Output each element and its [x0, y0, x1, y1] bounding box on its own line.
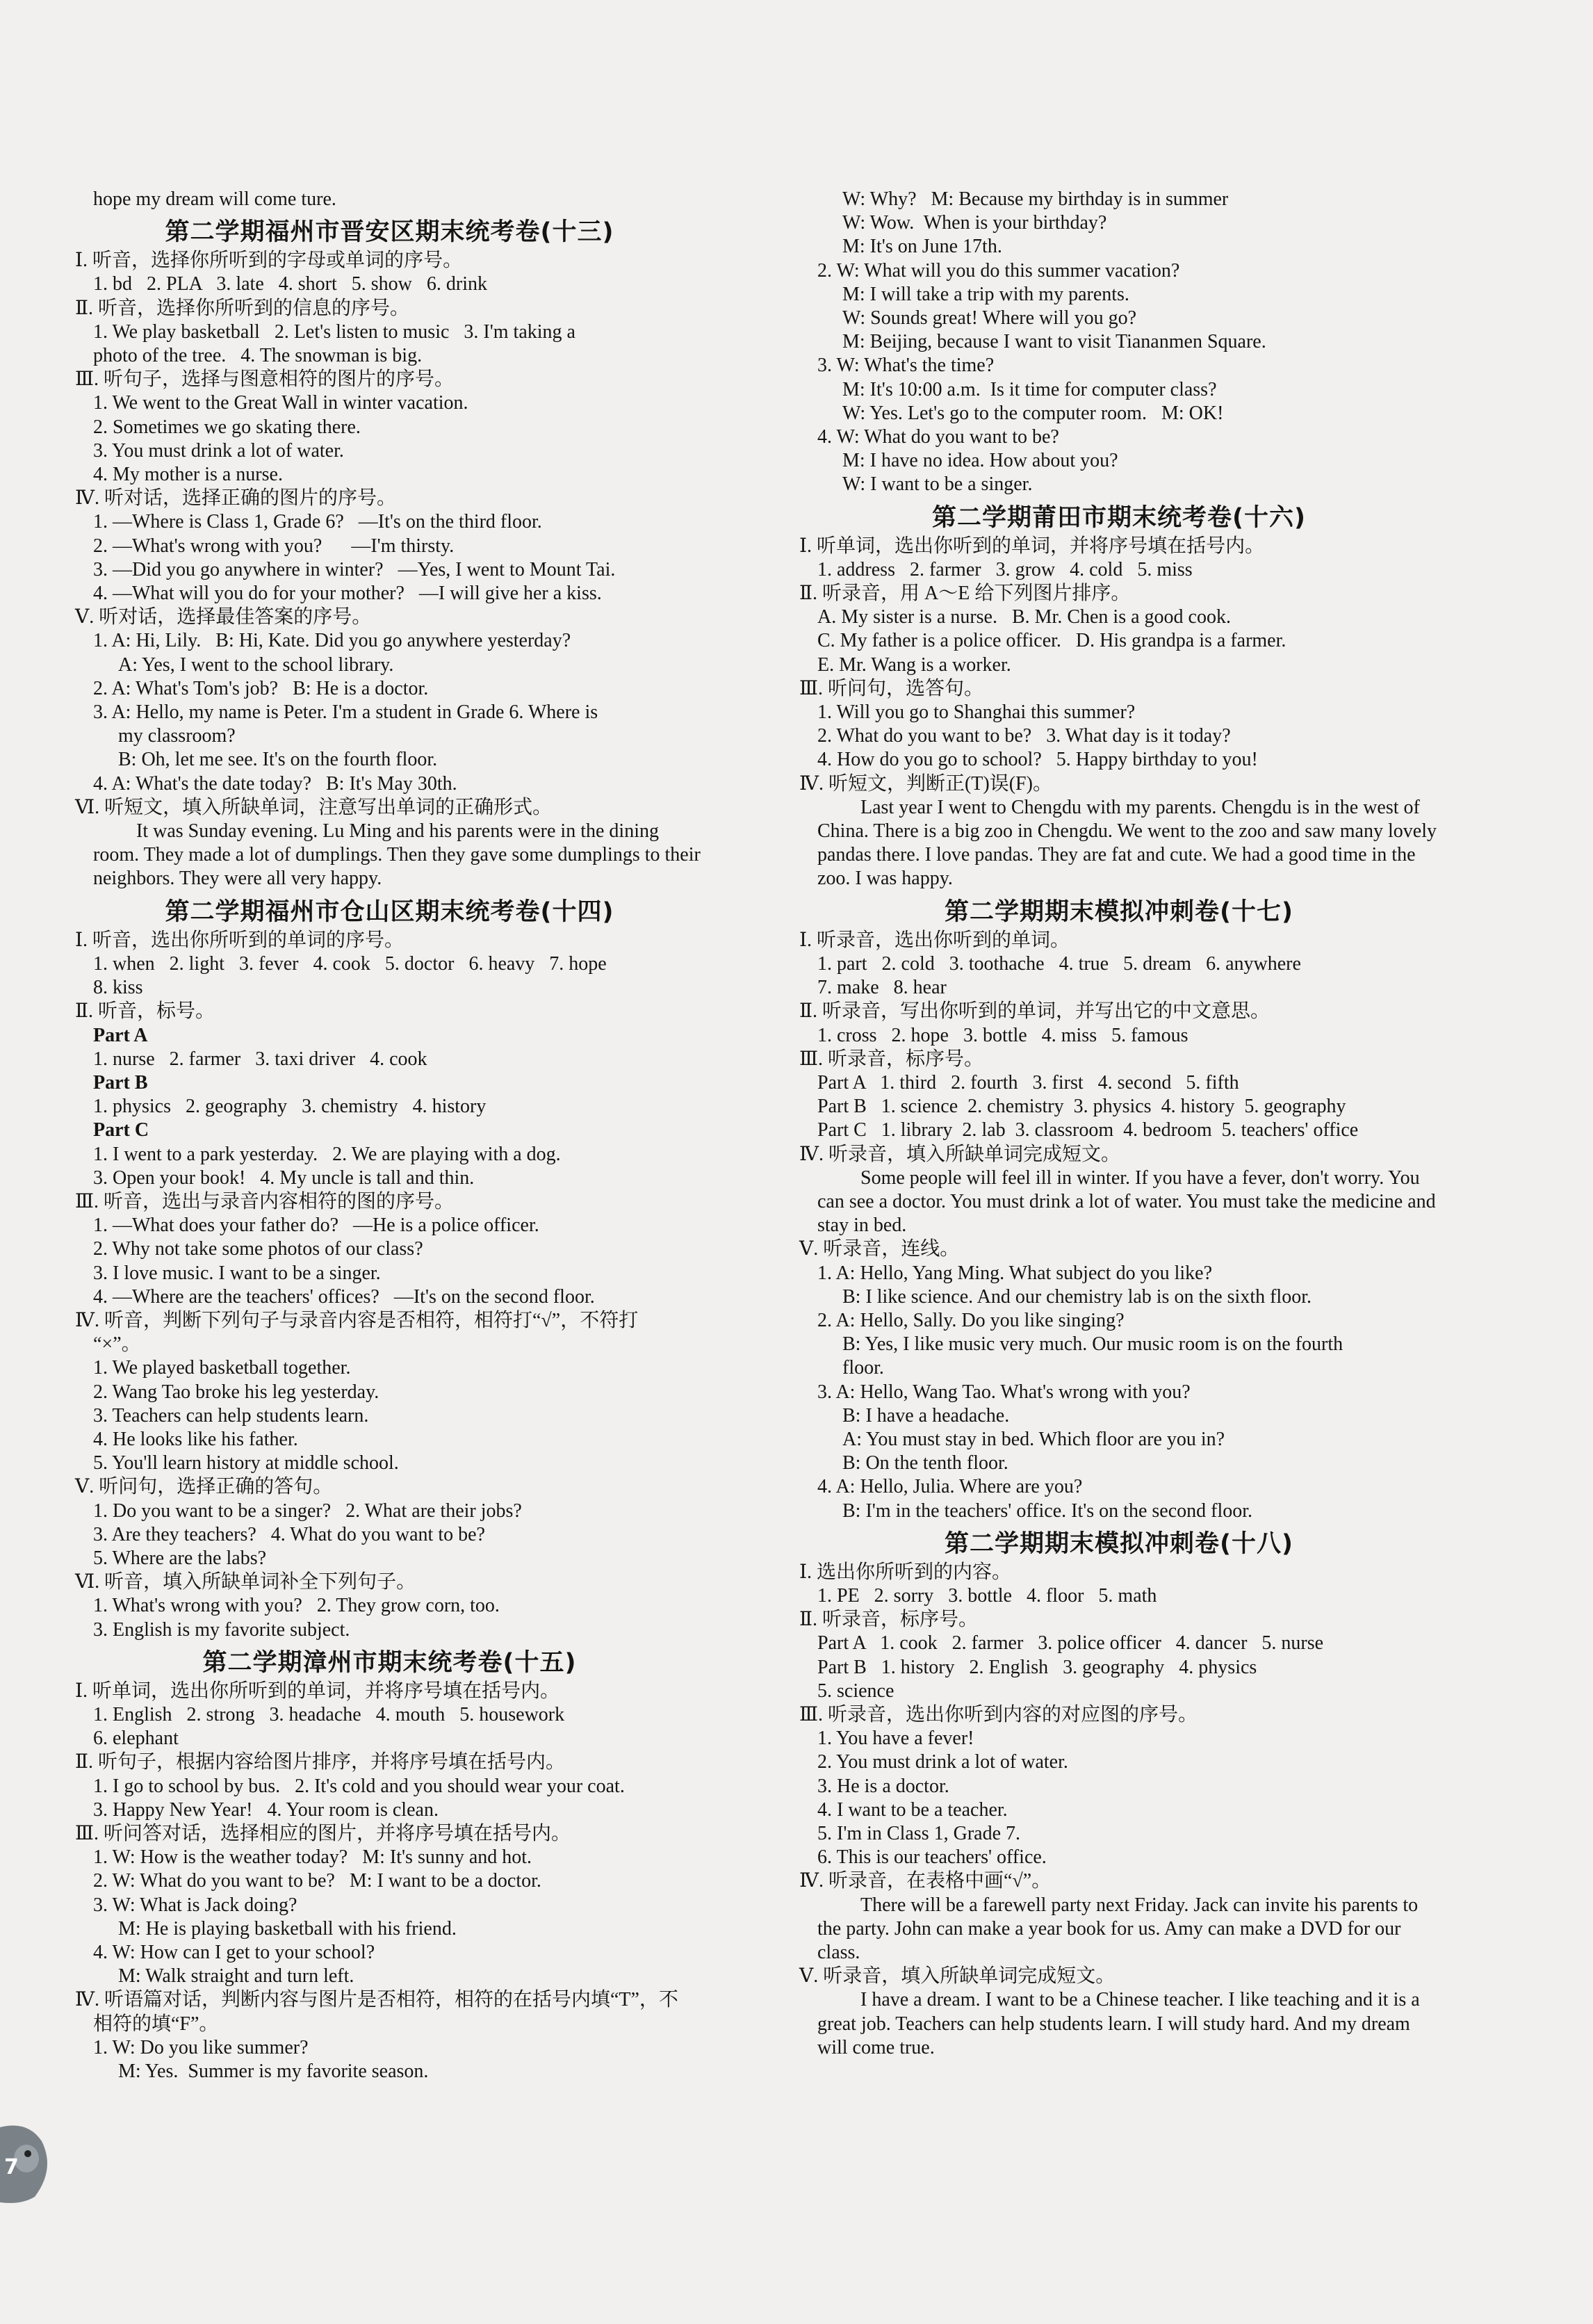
- answer-line: M: I have no idea. How about you?: [842, 450, 1118, 472]
- answer-line: 1. I went to a park yesterday. 2. We are playing with a dog.: [93, 1143, 561, 1165]
- answer-line: 1. A: Hello, Yang Ming. What subject do you like?: [817, 1262, 1212, 1284]
- answer-line: 1. Will you go to Shanghai this summer?: [817, 701, 1136, 724]
- answer-line: 4. He looks like his father.: [93, 1428, 298, 1450]
- answer-line: Part C: [93, 1119, 149, 1141]
- answer-line: 4. —Where are the teachers' offices? —It's on the second floor.: [93, 1285, 595, 1308]
- answer-line: M: It's on June 17th.: [842, 236, 1002, 258]
- question-heading: Ⅲ. 听问答对话，选择相应的图片，并将序号填在括号内。: [75, 1823, 571, 1844]
- answer-line: W: Sounds great! Where will you go?: [842, 307, 1137, 330]
- question-heading: Ⅵ. 听音，填入所缺单词补全下列句子。: [75, 1571, 416, 1593]
- answer-line: 1. Do you want to be a singer? 2. What are their jobs?: [93, 1500, 522, 1522]
- question-heading: Ⅰ. 选出你所听到的内容。: [799, 1561, 1012, 1583]
- answer-line: 4. W: How can I get to your school?: [93, 1942, 375, 1964]
- answer-line: W: Wow. When is your birthday?: [842, 212, 1107, 234]
- section-title: 第二学期莆田市期末统考卷(十六): [932, 503, 1306, 532]
- answer-line: 2. A: Hello, Sally. Do you like singing?: [817, 1309, 1125, 1331]
- answer-line: 3. A: Hello, my name is Peter. I'm a student in Grade 6. Where is: [93, 701, 598, 724]
- answer-line: Part B: [93, 1071, 148, 1094]
- answer-line: B: I have a headache.: [842, 1404, 1010, 1427]
- question-heading: Ⅲ. 听句子，选择与图意相符的图片的序号。: [75, 368, 455, 391]
- answer-line: B: Oh, let me see. It's on the fourth floor.: [118, 749, 438, 771]
- answer-line: 1. We play basketball 2. Let's listen to music 3. I'm taking a: [93, 320, 575, 343]
- question-heading: Ⅴ. 听录音，连线。: [799, 1238, 960, 1260]
- answer-line: 1. What's wrong with you? 2. They grow corn, too.: [93, 1595, 500, 1617]
- answer-line: 3. English is my favorite subject.: [93, 1618, 350, 1641]
- question-heading: Ⅴ. 听问句，选择正确的答句。: [75, 1476, 333, 1498]
- answer-line: 4. How do you go to school? 5. Happy birthday to you!: [817, 749, 1258, 771]
- answer-line: 2. W: What do you want to be? M: I want to be a doctor.: [93, 1870, 541, 1892]
- answer-line: 1. I go to school by bus. 2. It's cold and you should wear your coat.: [93, 1775, 625, 1797]
- question-heading: Ⅰ. 听音，选出你所听到的单词的序号。: [75, 929, 405, 951]
- answer-line: 5. science: [817, 1680, 894, 1702]
- question-heading: Ⅴ. 听录音，填入所缺单词完成短文。: [799, 1965, 1116, 1988]
- question-heading: Ⅲ. 听录音，标序号。: [799, 1048, 984, 1070]
- answer-line: 1. We played basketball together.: [93, 1357, 351, 1379]
- question-heading: Ⅳ. 听短文，判断正(T)误(F)。: [799, 772, 1052, 795]
- answer-line: Part A 1. third 2. fourth 3. first 4. second 5. fifth: [817, 1071, 1239, 1094]
- question-heading: Ⅳ. 听语篇对话，判断内容与图片是否相符，相符的在括号内填“T”，不: [75, 1989, 678, 2011]
- answer-line: 3. Open your book! 4. My uncle is tall and thin.: [93, 1167, 475, 1189]
- question-heading: Ⅱ. 听录音，用 A～E 给下列图片排序。: [799, 583, 1131, 605]
- answer-line: 1. part 2. cold 3. toothache 4. true 5. dream 6. anywhere: [817, 952, 1301, 975]
- answer-line: my classroom?: [118, 725, 236, 747]
- answer-line: 1. English 2. strong 3. headache 4. mouth 5. housework: [93, 1703, 565, 1725]
- answer-line: 3. W: What is Jack doing?: [93, 1894, 297, 1916]
- answer-line: 1. A: Hi, Lily. B: Hi, Kate. Did you go anywhere yesterday?: [93, 630, 571, 652]
- question-heading: Ⅳ. 听录音，在表格中画“√”。: [799, 1870, 1052, 1892]
- answer-line: Part B 1. history 2. English 3. geography 4. physics: [817, 1656, 1257, 1678]
- answer-line: 8. kiss: [93, 977, 143, 999]
- answer-line: W: I want to be a singer.: [842, 473, 1033, 496]
- answer-line: photo of the tree. 4. The snowman is big.: [93, 345, 423, 367]
- question-heading: Ⅲ. 听问句，选答句。: [799, 677, 984, 699]
- answer-line: M: I will take a trip with my parents.: [842, 283, 1129, 305]
- answer-line: 2. You must drink a lot of water.: [817, 1751, 1068, 1773]
- answer-line: 3. A: Hello, Wang Tao. What's wrong with you?: [817, 1381, 1191, 1403]
- answer-line: 1. We went to the Great Wall in winter vacation.: [93, 392, 468, 414]
- answer-column-left: [75, 188, 704, 2083]
- question-heading: Ⅱ. 听音，标号。: [75, 1000, 215, 1023]
- answer-line: 4. I want to be a teacher.: [817, 1798, 1008, 1821]
- answer-line: A: You must stay in bed. Which floor are you in?: [842, 1428, 1225, 1450]
- question-heading: Ⅲ. 听录音，选出你听到内容的对应图的序号。: [799, 1703, 1198, 1725]
- answer-line: 6. elephant: [93, 1728, 179, 1750]
- answer-line: 2. What do you want to be? 3. What day is it today?: [817, 725, 1231, 747]
- answer-line: 6. This is our teachers' office.: [817, 1846, 1047, 1869]
- answer-line: 4. My mother is a nurse.: [93, 464, 283, 486]
- question-heading: Ⅰ. 听音，选择你所听到的字母或单词的序号。: [75, 250, 463, 272]
- answer-line: B: I'm in the teachers' office. It's on the second floor.: [842, 1500, 1253, 1522]
- answer-line: 2. Wang Tao broke his leg yesterday.: [93, 1381, 379, 1403]
- answer-line: 2. W: What will you do this summer vacation?: [817, 259, 1180, 282]
- question-heading: Ⅳ. 听对话，选择正确的图片的序号。: [75, 487, 396, 510]
- answer-line: Part C 1. library 2. lab 3. classroom 4. bedroom 5. teachers' office: [817, 1119, 1359, 1141]
- answer-line: Part B 1. science 2. chemistry 3. physics 4. history 5. geography: [817, 1096, 1346, 1118]
- question-heading: Ⅳ. 听录音，填入所缺单词完成短文。: [799, 1143, 1120, 1165]
- question-heading: Ⅱ. 听录音，标序号。: [799, 1609, 979, 1631]
- answer-line: 1. nurse 2. farmer 3. taxi driver 4. cook: [93, 1048, 427, 1070]
- answer-line: A: Yes, I went to the school library.: [118, 653, 394, 676]
- answer-line: I have a dream. I want to be a Chinese teacher. I like teaching and it is a great job. Teachers can help students learn. I will study hard. And my dream will come true.: [817, 1989, 1425, 2058]
- answer-line: 1. You have a fever!: [817, 1728, 974, 1750]
- answer-line: Part A: [93, 1024, 148, 1046]
- answer-line: C. My father is a police officer. D. His grandpa is a farmer.: [817, 630, 1286, 652]
- question-heading: Ⅰ. 听录音，选出你听到的单词。: [799, 929, 1070, 951]
- answer-line: 3. I love music. I want to be a singer.: [93, 1262, 381, 1284]
- section-title: 第二学期福州市晋安区期末统考卷(十三): [165, 218, 614, 247]
- answer-line: Part A 1. cook 2. farmer 3. police officer 4. dancer 5. nurse: [817, 1632, 1324, 1655]
- question-heading: Ⅰ. 听单词，选出你听到的单词，并将序号填在括号内。: [799, 535, 1265, 557]
- question-heading: Ⅱ. 听音，选择你所听到的信息的序号。: [75, 297, 410, 319]
- answer-line: 1. —Where is Class 1, Grade 6? —It's on the third floor.: [93, 511, 542, 533]
- answer-line: 3. Teachers can help students learn.: [93, 1404, 369, 1427]
- question-heading: Ⅳ. 听音，判断下列句子与录音内容是否相符，相符打“√”，不符打: [75, 1309, 639, 1331]
- answer-line: Last year I went to Chengdu with my parents. Chengdu is in the west of China. There is a big zoo in Chengdu. We went to the zoo and saw many lovely pandas there. I love pandas. They are fat and cute. We had a good time in the zoo. I was happy.: [817, 796, 1441, 890]
- answer-line: There will be a farewell party next Friday. Jack can invite his parents to the party. John can make a year book for us. Amy can make a DVD for our class.: [817, 1894, 1423, 1964]
- question-heading: Ⅱ. 听句子，根据内容给图片排序，并将序号填在括号内。: [75, 1751, 566, 1773]
- section-title: 第二学期漳州市期末统考卷(十五): [202, 1648, 577, 1677]
- answer-line: 4. W: What do you want to be?: [817, 426, 1059, 448]
- answer-column-right: [799, 188, 1439, 2060]
- answer-line: floor.: [842, 1357, 884, 1379]
- answer-line: 1. physics 2. geography 3. chemistry 4. history: [93, 1096, 487, 1118]
- answer-line: M: It's 10:00 a.m. Is it time for computer class?: [842, 378, 1217, 400]
- answer-line: 2. Sometimes we go skating there.: [93, 416, 361, 438]
- answer-line: 3. Happy New Year! 4. Your room is clean.: [93, 1798, 439, 1821]
- answer-line: 5. Where are the labs?: [93, 1547, 267, 1569]
- answer-line: 3. W: What's the time?: [817, 355, 995, 377]
- answer-line: 7. make 8. hear: [817, 977, 947, 999]
- answer-line: 相符的填“F”。: [93, 2013, 219, 2035]
- question-heading: Ⅴ. 听对话，选择最佳答案的序号。: [75, 606, 372, 628]
- answer-line: 1. cross 2. hope 3. bottle 4. miss 5. famous: [817, 1024, 1188, 1046]
- answer-line: 2. A: What's Tom's job? B: He is a doctor.: [93, 677, 429, 699]
- answer-line: 3. You must drink a lot of water.: [93, 439, 344, 462]
- answer-line: 1. address 2. farmer 3. grow 4. cold 5. miss: [817, 558, 1193, 580]
- answer-line: 4. A: Hello, Julia. Where are you?: [817, 1476, 1083, 1498]
- answer-line: 4. A: What's the date today? B: It's May 30th.: [93, 772, 457, 795]
- answer-line: 1. bd 2. PLA 3. late 4. short 5. show 6. drink: [93, 273, 487, 295]
- section-title: 第二学期福州市仓山区期末统考卷(十四): [165, 897, 614, 926]
- answer-line: B: On the tenth floor.: [842, 1452, 1008, 1474]
- answer-line: M: He is playing basketball with his friend.: [118, 1917, 457, 1940]
- section-title: 第二学期期末模拟冲刺卷(十八): [945, 1529, 1293, 1558]
- answer-line: hope my dream will come ture.: [93, 188, 336, 210]
- answer-line: E. Mr. Wang is a worker.: [817, 653, 1011, 676]
- page-number: 7: [4, 2155, 19, 2179]
- answer-line: 3. He is a doctor.: [817, 1775, 949, 1797]
- question-heading: Ⅲ. 听音，选出与录音内容相符的图的序号。: [75, 1190, 455, 1212]
- answer-line: M: Walk straight and turn left.: [118, 1965, 354, 1988]
- answer-line: W: Why? M: Because my birthday is in summer: [842, 188, 1229, 210]
- answer-line: 4. —What will you do for your mother? —I will give her a kiss.: [93, 583, 602, 605]
- answer-line: 1. W: How is the weather today? M: It's sunny and hot.: [93, 1846, 532, 1869]
- answer-line: 3. Are they teachers? 4. What do you want to be?: [93, 1523, 485, 1545]
- answer-line: Some people will feel ill in winter. If you have a fever, don't worry. You can see a doctor. You must drink a lot of water. You must take the medicine and stay in bed.: [817, 1167, 1441, 1237]
- answer-line: B: Yes, I like music very much. Our music room is on the fourth: [842, 1333, 1343, 1356]
- answer-line: 5. You'll learn history at middle school.: [93, 1452, 399, 1474]
- answer-line: 3. —Did you go anywhere in winter? —Yes, I went to Mount Tai.: [93, 558, 616, 580]
- answer-line: 5. I'm in Class 1, Grade 7.: [817, 1823, 1021, 1844]
- answer-line: A. My sister is a nurse. B. Mr. Chen is a good cook.: [817, 606, 1231, 628]
- answer-line: 1. when 2. light 3. fever 4. cook 5. doctor 6. heavy 7. hope: [93, 952, 607, 975]
- question-heading: Ⅵ. 听短文，填入所缺单词，注意写出单词的正确形式。: [75, 796, 553, 818]
- answer-line: B: I like science. And our chemistry lab is on the sixth floor.: [842, 1285, 1312, 1308]
- answer-line: 1. —What does your father do? —He is a police officer.: [93, 1214, 539, 1237]
- answer-line: 2. —What's wrong with you? —I'm thirsty.: [93, 535, 455, 557]
- question-heading: Ⅱ. 听录音，写出你听到的单词，并写出它的中文意思。: [799, 1000, 1271, 1023]
- section-title: 第二学期期末模拟冲刺卷(十七): [945, 897, 1293, 926]
- answer-line: 1. PE 2. sorry 3. bottle 4. floor 5. math: [817, 1584, 1157, 1607]
- answer-line: M: Beijing, because I want to visit Tiananmen Square.: [842, 331, 1266, 353]
- answer-line: It was Sunday evening. Lu Ming and his parents were in the dining room. They made a lot of dumplings. Then they gave some dumplings to their neighbors. They were all very happy.: [93, 820, 705, 890]
- answer-line: W: Yes. Let's go to the computer room. M: OK!: [842, 402, 1224, 424]
- answer-line: 1. W: Do you like summer?: [93, 2036, 309, 2058]
- answer-line: M: Yes. Summer is my favorite season.: [118, 2061, 429, 2083]
- question-heading: Ⅰ. 听单词，选出你所听到的单词，并将序号填在括号内。: [75, 1680, 560, 1702]
- answer-line: “×”。: [93, 1333, 141, 1356]
- answer-line: 2. Why not take some photos of our class?: [93, 1238, 423, 1260]
